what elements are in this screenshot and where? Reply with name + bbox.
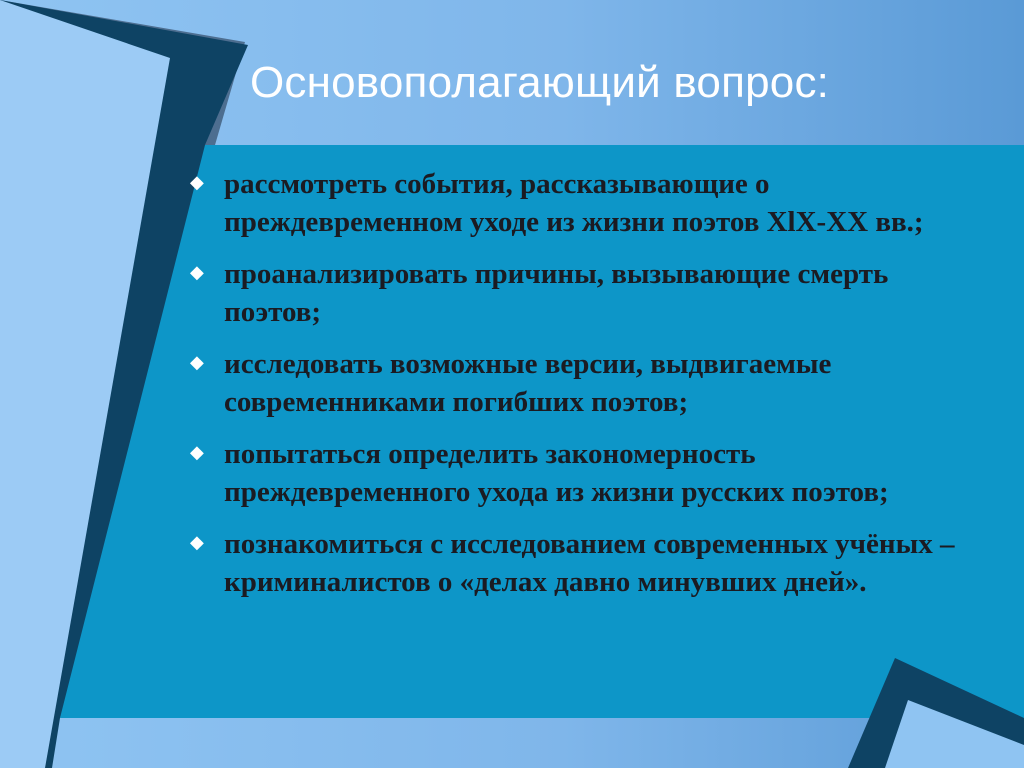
bullet-text: исследовать возможные версии, выдвигаемые современниками погибших поэтов;: [224, 348, 832, 418]
diamond-bullet-icon: ◆: [190, 442, 204, 463]
diamond-bullet-icon: ◆: [190, 262, 204, 283]
bullet-text: рассмотреть события, рассказывающие о преждевременном уходе из жизни поэтов XlX-XX вв.;: [224, 168, 924, 238]
diamond-bullet-icon: ◆: [190, 532, 204, 553]
list-item: [190, 435, 970, 511]
diamond-bullet-icon: ◆: [190, 172, 204, 193]
bullet-text: проанализировать причины, вызывающие смерть поэтов;: [224, 258, 889, 328]
diamond-bullet-icon: ◆: [190, 352, 204, 373]
list-item: [190, 525, 970, 601]
bullet-list: [190, 165, 970, 615]
list-item: [190, 165, 970, 241]
list-item: [190, 345, 970, 421]
bullet-text: познакомиться с исследованием современных учёных –криминалистов о «делах давно минувших дней».: [224, 528, 955, 598]
slide-title: Основополагающий вопрос:: [250, 58, 830, 107]
list-item: [190, 255, 970, 331]
bullet-text: попытаться определить закономерность преждевременного ухода из жизни русских поэтов;: [224, 438, 889, 508]
